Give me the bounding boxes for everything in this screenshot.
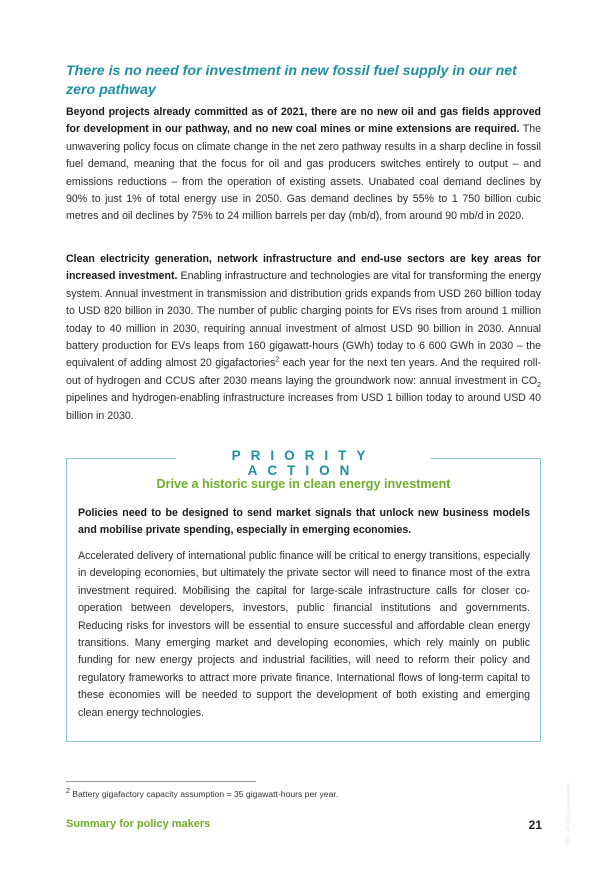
footer-section-title: Summary for policy makers: [66, 818, 211, 830]
paragraph-body: pipelines and hydrogen-enabling infrastructure increases from USD 1 billion today to around USD 40 billion in 2030.: [66, 392, 541, 422]
footnote-reference[interactable]: 2: [275, 356, 280, 364]
footnote: [66, 789, 546, 799]
header-rule-left: [66, 458, 176, 459]
paragraph-body: Enabling infrastructure and technologies are vital for transforming the energy system. Annual investment in transmission and distribution grids expands from USD 260 billion today to USD 820 billion in 2030. The number of public charging points for EVs rises from around 1 million today to 40 million in 2030, requiring annual investment of almost USD 90 billion in 2030. Annual battery production for EVs leaps from 160 gigawatt-hours (GWh) today to 6 600 GWh in 2030 – the equivalent of adding almost 20 gigafactories: [66, 270, 542, 370]
paragraph-fossil-fuel: [66, 104, 541, 226]
paragraph-lead: Beyond projects already committed as of 2021, there are no new oil and gas fields approved for development in our pathway, and no new coal mines or mine extensions are required.: [66, 106, 541, 136]
priority-action-title: Drive a historic surge in clean energy investment: [156, 477, 451, 491]
priority-action-header: [66, 448, 541, 478]
header-rule-right: [431, 458, 541, 459]
section-heading: There is no need for investment in new fossil fuel supply in our net zero pathway: [66, 63, 517, 98]
priority-action-body: Accelerated delivery of international public finance will be critical to energy transitions, especially in developing economies, but ultimately the private sector will need to finance most of the extra investment required. Mobilising the capital for large-scale infrastructure calls for closer co-operation between developers, investors, public financial institutions and governments. Reducing risks for investors will be essential to ensure successful and affordable clean energy transitions. Many emerging market and developing economies, which rely mainly on public funding for new energy projects and industrial facilities, will need to reform their policy and regulatory frameworks to attract more private finance. International flows of long-term capital to these economies will be needed to support the development of both existing and emerging clean energy technologies.: [78, 550, 530, 719]
priority-action-lead: Policies need to be designed to send market signals that unlock new business models and mobilise private spending, especially in emerging economies.: [78, 507, 530, 537]
paragraph-investment: [66, 251, 541, 425]
paragraph-body: each year for the next ten years. And the required roll-out of hydrogen and CCUS after 2030 means laying the groundwork now: annual investment in CO: [66, 357, 541, 387]
footnote-divider: [66, 781, 256, 782]
paragraph-lead: Clean electricity generation, network infrastructure and end-use sectors are key areas for increased investment.: [66, 253, 541, 283]
paragraph-body: The unwavering policy focus on climate change in the net zero pathway results in a sharp decline in fossil fuel demand, meaning that the focus for oil and gas producers switches entirely to output – and emissions reductions – from the operation of existing assets. Unabated coal demand declines by 90% to just 1% of total energy use in 2050. Gas demand declines by 55% to 1 750 billion cubic metres and oil declines by 75% to 24 million barrels per day (mb/d), from around 90 mb/d in 2020.: [66, 123, 541, 223]
footnote-text: Battery gigafactory capacity assumption = 35 gigawatt-hours per year.: [69, 789, 339, 799]
footnote-marker: 2: [66, 788, 70, 796]
priority-action-label: PRIORITY ACTION: [231, 448, 376, 478]
page-number: 21: [528, 818, 542, 832]
co2-subscript: 2: [537, 381, 541, 389]
copyright-watermark: IEA. All rights reserved.: [566, 782, 572, 845]
